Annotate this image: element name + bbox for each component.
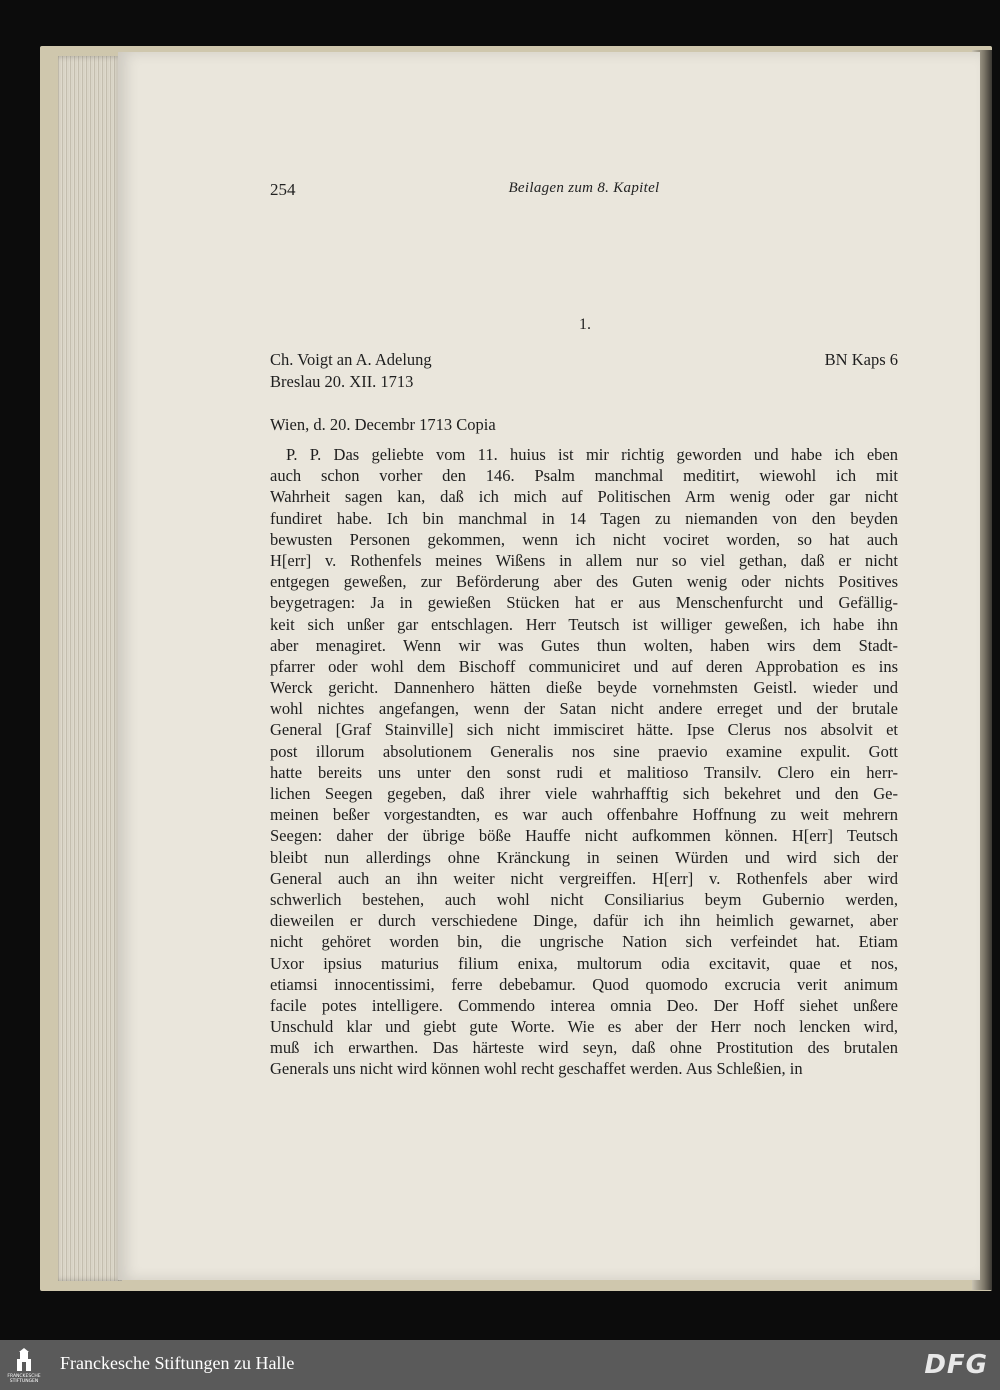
body-line: bewusten Personen gekommen, wenn ich nicht vociret worden, so hat auch	[270, 529, 898, 549]
body-line: entgegen geweßen, zur Beförderung aber des Guten wenig oder nichts Positives	[270, 572, 898, 592]
page-number: 254	[270, 180, 296, 199]
body-line: fundiret habe. Ich bin manchmal in 14 Tagen zu niemanden von den beyden	[270, 508, 898, 528]
logo-caption-2: STIFTUNGEN	[9, 1379, 39, 1384]
letter-meta	[270, 349, 432, 393]
body-line: Wahrheit sagen kan, daß ich mich auf Politischen Arm wenig oder gar nicht	[270, 487, 898, 507]
body-line: wohl nichtes angefangen, wenn der Satan nicht andere erreget und der brutale	[270, 699, 898, 719]
body-line: Uxor ipsius maturius filium enixa, multorum odia excitavit, quae et nos,	[270, 953, 898, 973]
place-date: Breslau 20. XII. 1713	[270, 372, 414, 391]
dfg-logo: DFG	[924, 1350, 988, 1380]
sender-recipient: Ch. Voigt an A. Adelung	[270, 350, 432, 369]
source-reference: BN Kaps 6	[824, 350, 898, 369]
body-line: dieweilen er durch verschiedene Dinge, dafür ich ihn heimlich gewarnet, aber	[270, 911, 898, 931]
logo-caption-1: FRANCKESCHE	[7, 1374, 41, 1379]
body-line: Unschuld klar und giebt gute Worte. Wie es aber der Herr noch lencken wird,	[270, 1017, 898, 1037]
body-line: schwerlich bestehen, auch wohl nicht Consiliarius beym Gubernio werden,	[270, 889, 898, 909]
body-line: muß ich erwarthen. Das härteste wird seyn, daß ohne Prostitution des brutalen	[270, 1038, 898, 1058]
institution-name: Franckesche Stiftungen zu Halle	[60, 1353, 295, 1373]
body-line: General [Graf Stainville] sich nicht immisciret hätte. Ipse Clerus nos absolvit et	[270, 720, 898, 740]
body-line: beygetragen: Ja in gewießen Stücken hat er aus Menschenfurcht und Gefällig-	[270, 593, 898, 613]
viewer-footer	[0, 1340, 1000, 1390]
body-line: H[err] v. Rothenfels meines Wißens in allem nur so viel gethan, daß er nicht	[270, 550, 898, 570]
body-line: auch schon vorher den 146. Psalm manchmal meditirt, wiewohl ich mit	[270, 466, 898, 486]
body-line: hatte bereits uns unter den sonst rudi et malitioso Transilv. Clero ein herr-	[270, 762, 898, 782]
letter-body	[270, 444, 898, 1080]
body-line: keit sich unßer gar entschlagen. Herr Teutsch ist williger geweßen, ich habe ihn	[270, 614, 898, 634]
body-line: Seegen: daher der übrige böße Hauffe nicht aufkommen können. H[err] Teutsch	[270, 826, 898, 846]
running-title: Beilagen zum 8. Kapitel	[508, 180, 660, 196]
body-line: post illorum absolutionem Generalis nos sine praevio examine expulit. Gott	[270, 741, 898, 761]
body-line: General auch an ihn weiter nicht vergreiffen. H[err] v. Rothenfels aber wird	[270, 868, 898, 888]
body-line: etiamsi innocentissimi, ferre debebamur. Quod quomodo excrucia verit animum	[270, 974, 898, 994]
francke-foundation-logo	[6, 1348, 42, 1384]
body-line: bleibt nun allerdings ohne Kränckung in seinen Würden und wird sich der	[270, 847, 898, 867]
body-line: P. P. Das geliebte vom 11. huius ist mir richtig geworden und habe ich eben	[286, 445, 898, 464]
body-line: aber menagiret. Wenn wir was Gutes thun wolten, haben wirs dem Stadt-	[270, 635, 898, 655]
body-line: lichen Seegen gegeben, daß ihrer viele wahrhafftig sich bekehret und den Ge-	[270, 784, 898, 803]
page-edges	[58, 56, 122, 1281]
body-line: nicht gehöret worden bin, die ungrische Nation sich verfeindet hat. Etiam	[270, 932, 898, 952]
body-line: pfarrer oder wohl dem Bischoff communiciret und auf deren Approbation es ins	[270, 656, 898, 676]
section-number: 1.	[579, 316, 591, 333]
dateline: Wien, d. 20. Decembr 1713 Copia	[270, 415, 496, 434]
body-line: meinen beßer vorgestandten, es war auch offenbahre Hoffnung zu weit mehrern	[270, 805, 898, 825]
body-line: Generals uns nicht wird können wohl recht geschaffet werden. Aus Schleßien, in	[270, 1059, 803, 1079]
body-line: facile potes intelligere. Commendo interea omnia Deo. Der Hoff siehet unßere	[270, 995, 898, 1015]
body-line: Werck gericht. Dannenhero hätten dieße beyde vornehmsten Geistl. wieder und	[270, 678, 898, 698]
